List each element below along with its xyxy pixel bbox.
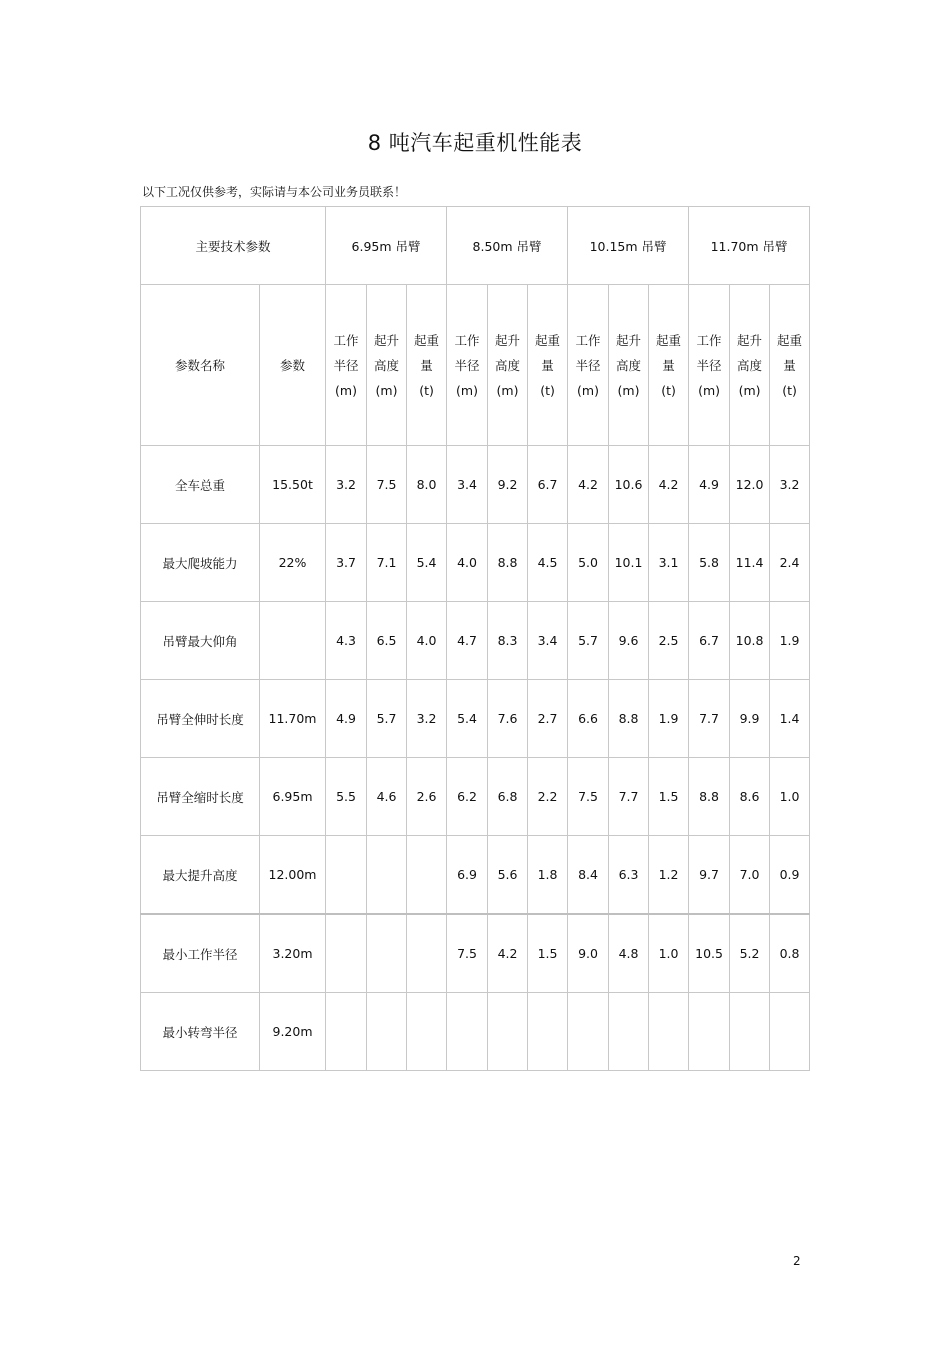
subheader-text: (m) <box>496 382 519 398</box>
data-cell: 8.0 <box>407 446 447 524</box>
data-cell: 12.0 <box>730 446 770 524</box>
data-cell: 7.5 <box>568 758 609 836</box>
data-cell: 3.2 <box>770 446 810 524</box>
data-cell: 7.7 <box>689 680 730 758</box>
subheader-text: (t) <box>661 382 676 398</box>
table-row <box>141 836 810 915</box>
subheader-text: 半径 <box>454 357 480 373</box>
data-cell: 3.4 <box>528 602 568 680</box>
table-row <box>141 524 810 602</box>
param-name-cell: 最小转弯半径 <box>141 993 260 1071</box>
table-row <box>141 446 810 524</box>
data-cell: 2.2 <box>528 758 568 836</box>
subheader-cell <box>649 285 689 446</box>
data-cell: 1.0 <box>770 758 810 836</box>
disclaimer-note: 以下工况仅供参考，实际请与本公司业务员联系！ <box>142 185 407 199</box>
data-cell: 1.2 <box>649 836 689 915</box>
data-cell <box>367 993 407 1071</box>
subheader-cell <box>326 285 367 446</box>
data-cell: 6.7 <box>689 602 730 680</box>
data-cell <box>488 993 528 1071</box>
subheader-text: 量 <box>541 357 554 373</box>
data-cell: 4.2 <box>568 446 609 524</box>
param-name-cell: 最大提升高度 <box>141 836 260 915</box>
param-value-cell: 15.50t <box>260 446 326 524</box>
data-cell: 3.4 <box>447 446 488 524</box>
param-value-cell: 11.70m <box>260 680 326 758</box>
subheader-text: (t) <box>782 382 797 398</box>
param-name-cell: 吊臂全伸时长度 <box>141 680 260 758</box>
data-cell: 2.5 <box>649 602 689 680</box>
data-cell: 11.4 <box>730 524 770 602</box>
data-cell: 5.7 <box>367 680 407 758</box>
subheader-text: 起升 <box>616 332 642 348</box>
page-number: 2 <box>793 1254 801 1268</box>
subheader-text: 高度 <box>737 357 763 373</box>
page-title: 8 吨汽车起重机性能表 <box>367 131 583 155</box>
subheader-cell <box>689 285 730 446</box>
data-cell: 5.0 <box>568 524 609 602</box>
param-name-cell: 吊臂最大仰角 <box>141 602 260 680</box>
data-cell: 4.3 <box>326 602 367 680</box>
data-cell: 1.5 <box>528 914 568 993</box>
data-cell: 9.9 <box>730 680 770 758</box>
table-row <box>141 680 810 758</box>
data-cell: 10.6 <box>609 446 649 524</box>
data-cell: 4.7 <box>447 602 488 680</box>
data-cell: 6.5 <box>367 602 407 680</box>
subheader-text: 高度 <box>616 357 642 373</box>
subheader-text: (m) <box>456 382 478 398</box>
data-cell <box>407 836 447 915</box>
data-cell: 7.5 <box>447 914 488 993</box>
data-cell <box>568 993 609 1071</box>
data-cell: 8.8 <box>609 680 649 758</box>
main-params-header: 主要技术参数 <box>141 207 326 285</box>
data-cell: 5.7 <box>568 602 609 680</box>
boom-header-3: 11.70m 吊臂 <box>689 207 810 285</box>
boom-header-2: 10.15m 吊臂 <box>568 207 689 285</box>
param-name-header: 参数名称 <box>141 285 260 446</box>
data-cell: 2.6 <box>407 758 447 836</box>
data-cell: 4.8 <box>609 914 649 993</box>
data-cell: 6.2 <box>447 758 488 836</box>
subheader-text: (m) <box>738 382 761 398</box>
data-cell: 7.6 <box>488 680 528 758</box>
data-cell: 5.2 <box>730 914 770 993</box>
data-cell: 8.8 <box>488 524 528 602</box>
subheader-text: 工作 <box>575 332 601 348</box>
subheader-cell <box>568 285 609 446</box>
boom-header-0: 6.95m 吊臂 <box>326 207 447 285</box>
subheader-text: 工作 <box>696 332 722 348</box>
subheader-text: 半径 <box>333 357 359 373</box>
data-cell: 3.1 <box>649 524 689 602</box>
data-cell: 1.0 <box>649 914 689 993</box>
data-cell: 1.4 <box>770 680 810 758</box>
subheader-text: 半径 <box>575 357 601 373</box>
subheader-text: 量 <box>420 357 433 373</box>
param-name-cell: 最大爬坡能力 <box>141 524 260 602</box>
data-cell: 4.0 <box>447 524 488 602</box>
param-value-cell: 12.00m <box>260 836 326 915</box>
data-cell: 9.6 <box>609 602 649 680</box>
data-cell: 4.2 <box>488 914 528 993</box>
data-cell <box>326 993 367 1071</box>
data-cell: 1.9 <box>770 602 810 680</box>
data-cell: 4.9 <box>689 446 730 524</box>
subheader-text: 起重 <box>414 332 440 348</box>
param-header: 参数 <box>260 285 326 446</box>
subheader-text: 量 <box>662 357 675 373</box>
subheader-cell <box>770 285 810 446</box>
data-cell: 9.2 <box>488 446 528 524</box>
data-cell: 1.8 <box>528 836 568 915</box>
performance-table <box>140 206 810 1071</box>
data-cell <box>609 993 649 1071</box>
subheader-text: 起重 <box>535 332 561 348</box>
subheader-text: (t) <box>419 382 434 398</box>
data-cell: 6.9 <box>447 836 488 915</box>
data-cell <box>407 993 447 1071</box>
subheader-text: (m) <box>335 382 357 398</box>
data-cell: 6.3 <box>609 836 649 915</box>
param-value-cell: 3.20m <box>260 914 326 993</box>
data-cell: 5.5 <box>326 758 367 836</box>
data-cell: 9.7 <box>689 836 730 915</box>
subheader-cell <box>730 285 770 446</box>
data-cell <box>326 836 367 915</box>
data-cell: 7.0 <box>730 836 770 915</box>
data-cell: 0.8 <box>770 914 810 993</box>
data-cell: 10.1 <box>609 524 649 602</box>
data-cell <box>730 993 770 1071</box>
param-value-cell <box>260 602 326 680</box>
table-row <box>141 993 810 1071</box>
subheader-cell <box>367 285 407 446</box>
table-row <box>141 758 810 836</box>
data-cell: 6.8 <box>488 758 528 836</box>
subheader-text: 高度 <box>374 357 400 373</box>
subheader-text: 起重 <box>777 332 803 348</box>
subheader-text: (t) <box>540 382 555 398</box>
data-cell <box>770 993 810 1071</box>
data-cell: 4.5 <box>528 524 568 602</box>
data-cell: 1.9 <box>649 680 689 758</box>
subheader-cell <box>447 285 488 446</box>
table-header-row <box>141 207 810 285</box>
data-cell: 5.8 <box>689 524 730 602</box>
data-cell <box>528 993 568 1071</box>
data-cell: 1.5 <box>649 758 689 836</box>
subheader-cell <box>407 285 447 446</box>
subheader-text: 工作 <box>454 332 480 348</box>
data-cell: 9.0 <box>568 914 609 993</box>
data-cell: 5.4 <box>407 524 447 602</box>
data-cell: 8.6 <box>730 758 770 836</box>
data-cell <box>407 914 447 993</box>
param-name-cell: 吊臂全缩时长度 <box>141 758 260 836</box>
data-cell: 0.9 <box>770 836 810 915</box>
subheader-text: 半径 <box>696 357 722 373</box>
data-cell: 4.6 <box>367 758 407 836</box>
data-cell: 8.4 <box>568 836 609 915</box>
data-cell: 2.7 <box>528 680 568 758</box>
subheader-cell <box>609 285 649 446</box>
data-cell: 7.1 <box>367 524 407 602</box>
data-cell: 3.2 <box>407 680 447 758</box>
subheader-cell <box>528 285 568 446</box>
data-cell <box>367 914 407 993</box>
subheader-text: 起升 <box>737 332 763 348</box>
data-cell: 2.4 <box>770 524 810 602</box>
subheader-text: 工作 <box>333 332 359 348</box>
data-cell: 4.9 <box>326 680 367 758</box>
data-cell: 5.4 <box>447 680 488 758</box>
subheader-text: (m) <box>375 382 398 398</box>
data-cell: 7.7 <box>609 758 649 836</box>
param-value-cell: 22% <box>260 524 326 602</box>
subheader-text: 起升 <box>374 332 400 348</box>
subheader-text: 起重 <box>656 332 682 348</box>
param-value-cell: 6.95m <box>260 758 326 836</box>
boom-header-1: 8.50m 吊臂 <box>447 207 568 285</box>
data-cell: 5.6 <box>488 836 528 915</box>
data-cell: 10.8 <box>730 602 770 680</box>
data-cell: 6.7 <box>528 446 568 524</box>
subheader-text: 高度 <box>495 357 521 373</box>
param-name-cell: 最小工作半径 <box>141 914 260 993</box>
data-cell: 4.0 <box>407 602 447 680</box>
data-cell: 3.2 <box>326 446 367 524</box>
data-cell: 7.5 <box>367 446 407 524</box>
table-row <box>141 602 810 680</box>
data-cell: 8.3 <box>488 602 528 680</box>
subheader-text: (m) <box>698 382 721 398</box>
data-cell: 10.5 <box>689 914 730 993</box>
data-cell: 3.7 <box>326 524 367 602</box>
subheader-text: (m) <box>617 382 640 398</box>
table-subheader-row <box>141 285 810 446</box>
data-cell <box>689 993 730 1071</box>
param-name-cell: 全车总重 <box>141 446 260 524</box>
subheader-text: 起升 <box>495 332 521 348</box>
param-value-cell: 9.20m <box>260 993 326 1071</box>
data-cell <box>367 836 407 915</box>
data-cell: 6.6 <box>568 680 609 758</box>
table-row <box>141 914 810 993</box>
data-cell <box>447 993 488 1071</box>
data-cell <box>649 993 689 1071</box>
subheader-text: 量 <box>783 357 796 373</box>
data-cell <box>326 914 367 993</box>
data-cell: 4.2 <box>649 446 689 524</box>
subheader-cell <box>488 285 528 446</box>
subheader-text: (m) <box>577 382 599 398</box>
data-cell: 8.8 <box>689 758 730 836</box>
